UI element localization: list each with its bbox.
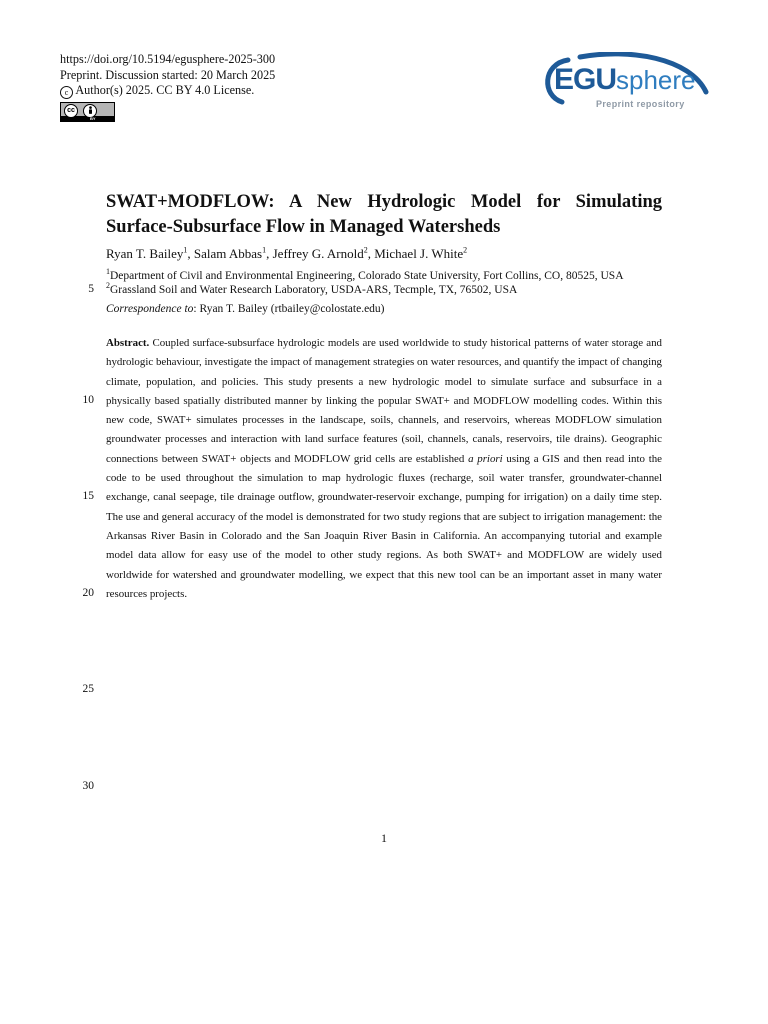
logo-wordmark: EGUsphere <box>554 63 696 96</box>
line-number: 25 <box>82 683 94 695</box>
paper-title: SWAT+MODFLOW: A New Hydrologic Model for Simulating Surface-Subsurface Flow in Managed Watersheds <box>106 192 662 237</box>
author-affiliation-mark: 1 <box>183 245 188 255</box>
egusphere-logo[interactable] <box>540 52 710 114</box>
copyright-icon: c <box>60 86 73 99</box>
line-number: 20 <box>82 587 94 599</box>
preprint-date: Preprint. Discussion started: 20 March 2025 <box>60 67 276 82</box>
copyright-text: Author(s) 2025. CC BY 4.0 License. <box>75 83 255 97</box>
affiliation-1: $^1$Department of Civil and Environmental Engineering, Colorado State University, Fort Collins, CO, 80525, USA <box>106 267 624 282</box>
author-list: Ryan T. Bailey$^1$, Salam Abbas$^1$, Jeffrey G. Arnold$^2$, Michael J. White$^2$ <box>106 245 468 261</box>
author-affiliation-mark: 2 <box>363 245 368 255</box>
abstract-label: Abstract. <box>106 337 150 349</box>
doi-link[interactable]: https://doi.org/10.5194/egusphere-2025-300 <box>60 52 276 66</box>
author-affiliation-mark: 1 <box>262 245 267 255</box>
affiliation-2: $^2$Grassland Soil and Water Research Laboratory, USDA-ARS, Tecmple, TX, 76502, USA <box>106 281 518 296</box>
preprint-header <box>60 52 275 99</box>
author-affiliation-mark: 2 <box>463 245 468 255</box>
page-number: 1 <box>381 831 387 845</box>
line-number: 10 <box>82 394 94 406</box>
line-number: 15 <box>82 490 94 502</box>
cc-by-license-badge[interactable] <box>60 102 115 122</box>
copyright-line <box>60 83 275 99</box>
author-name: Salam Abbas <box>193 246 263 261</box>
author-name: Ryan T. Bailey <box>106 246 184 261</box>
line-number: 30 <box>82 780 94 792</box>
by-label: BY <box>90 116 96 121</box>
logo-tagline: Preprint repository <box>596 99 685 109</box>
author-name: Michael J. White <box>374 246 464 261</box>
correspondence: Correspondence to: Ryan T. Bailey (rtbailey@colostate.edu) <box>106 303 385 315</box>
line-number: 5 <box>88 283 94 295</box>
abstract: Abstract. Coupled surface-subsurface hydrologic models are used worldwide to study historical patterns of water storage and hydrologic behaviour, investigate the impact of management strategies on water resources, and quantify the impact of changing climate, population, and policies. This study presents a new hydrologic model to simulate surface and subsurface in a physically based spatially distributed manner by linking the popular SWAT+ and MODFLOW modelling codes. Within this new code, SWAT+ simulates processes in the landscape, soils, channels, and reservoirs, whereas MODFLOW simulation groundwater processes and interaction with land surface features (soil, channels, canals, reservoirs, tile drains). Geographic connections between SWAT+ objects and MODFLOW grid cells are established a priori using a GIS and then read into the code to be used throughout the simulation to map hydrologic fluxes (recharge, soil water transfer, groundwater-channel exchange, canal seepage, tile drainage outflow, groundwater-reservoir exchange, pumping for irrigation) on a daily time step. The use and general accuracy of the model is demonstrated for two study regions that are subject to irrigation management: the Arkansas River Basin in Colorado and the San Joaquin River Basin in California. An accompanying tutorial and example model data allow for easy use of the model to other study regions. As both SWAT+ and MODFLOW are widely used worldwide for watershed and groundwater modelling, we expect that this new tool can be an important asset in many water resources projects. <box>106 337 662 600</box>
cc-icon: cc <box>64 104 78 118</box>
author-name: Jeffrey G. Arnold <box>272 246 364 261</box>
